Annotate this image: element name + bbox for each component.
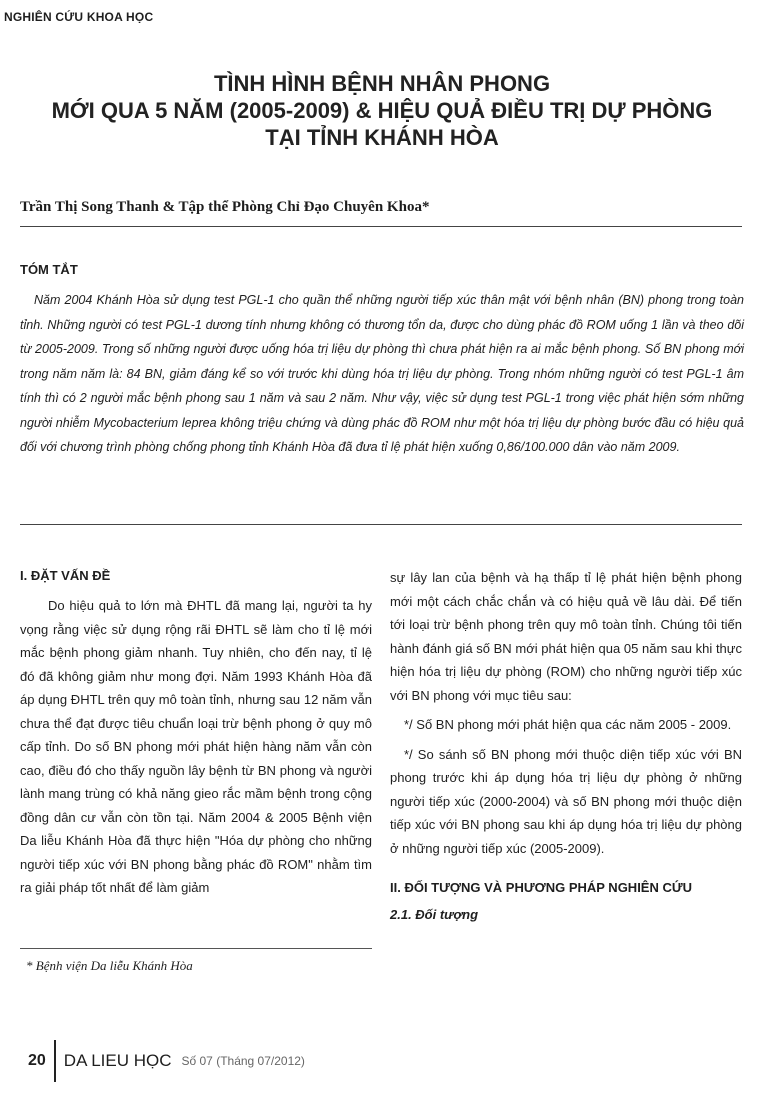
objective-1: */ Số BN phong mới phát hiện qua các năm 2005 - 2009.	[404, 717, 732, 732]
subsection-heading: 2.1. Đối tượng	[390, 907, 479, 922]
issue-info: Số 07 (Tháng 07/2012)	[181, 1054, 305, 1068]
authors: Trần Thị Song Thanh & Tập thể Phòng Chỉ Đạo Chuyên Khoa*	[20, 199, 430, 215]
abstract-heading: TÓM TẮT	[20, 262, 78, 277]
body-paragraph-continued: sự lây lan của bệnh và hạ thấp tỉ lệ phát hiện bệnh phong mới một cách chắc chắn và có hiệu quả về lâu dài. Để tiến tới loại trừ bệnh phong trên quy mô toàn tỉnh. Chúng tôi tiến hành đánh giá số BN mới phát hiện qua 05 năm sau khi thực hiện hóa trị liệu dự phòng (ROM) cho những người tiếp xúc với BN phong với mục tiêu sau:	[390, 570, 742, 703]
objective-2: */ So sánh số BN phong mới thuộc diện tiếp xúc với BN phong trước khi áp dụng hóa trị liệu dự phòng ở những người tiếp xúc (2000-2004) và số BN phong mới thuộc diện tiếp xúc với BN phong sau khi áp dụng hóa trị liệu dự phòng ở những người tiếp xúc (2005-2009).	[390, 746, 742, 856]
abstract-rule	[20, 524, 742, 525]
page-number: 20	[28, 1052, 46, 1069]
footer-divider	[54, 1040, 56, 1082]
abstract-text: Năm 2004 Khánh Hòa sử dụng test PGL-1 cho quần thể những người tiếp xúc thân mật với bệnh nhân (BN) phong trong toàn tỉnh. Những người có test PGL-1 dương tính nhưng không có thương tổn da, được cho dùng phác đồ ROM uống 1 lần và theo dõi từ 2005-2009. Trong số những người được uống hóa trị liệu dự phòng thì chưa phát hiện ra ai mắc bệnh phong. Số BN phong mới trong năm năm là: 84 BN, giảm đáng kể so với trước khi dùng hóa trị liệu dự phòng. Trong nhóm những người có test PGL-1 âm tính thì có 2 người mắc bệnh phong sau 1 năm và sau 2 năm. Như vậy, việc sử dụng test PGL-1 trong việc phát hiện sớm những người nhiễm Mycobacterium leprea không triệu chứng và dùng phác đồ ROM như một hóa trị liệu dự phòng bước đầu có hiệu quả đối với chương trình phòng chống phong tỉnh Khánh Hòa đã đưa tỉ lệ phát hiện xuống 0,86/100.000 dân vào năm 2009.	[20, 293, 744, 454]
section-2-heading: II. ĐỐI TƯỢNG VÀ PHƯƠNG PHÁP NGHIÊN CỨU	[390, 880, 693, 895]
footnote-separator	[20, 948, 372, 949]
right-column	[390, 566, 742, 928]
title-line-1: TÌNH HÌNH BỆNH NHÂN PHONG	[213, 71, 551, 96]
body-paragraph: Do hiệu quả to lớn mà ĐHTL đã mang lại, người ta hy vọng rằng việc sử dụng rộng rãi ĐHTL sẽ làm cho tỉ lệ mới mắc bệnh phong giảm nhanh. Tuy nhiên, cho đến nay, tỉ lệ đó đã không giảm như mong đợi. Năm 1993 Khánh Hòa đã áp dụng ĐHTL trên quy mô toàn tỉnh, nhưng sau 12 năm vẫn chưa thể đạt được tiêu chuẩn loại trừ bệnh phong ở quy mô cấp tỉnh. Do số BN phong mới phát hiện hàng năm vẫn còn cao, điều đó cho thấy nguồn lây bệnh từ BN phong và người lành mang trùng có khả năng gieo rắc mầm bệnh trong cộng đồng dân cư vẫn còn tồn tại. Năm 2004 & 2005 Bệnh viện Da liễu Khánh Hòa đã thực hiện "Hóa dự phòng cho những người tiếp xúc với BN phong bằng phác đồ ROM" nhằm tìm ra giải pháp tốt nhất để làm giảm	[20, 598, 372, 895]
page-footer	[28, 1046, 305, 1076]
title-line-3: TẠI TỈNH KHÁNH HÒA	[265, 125, 499, 150]
author-rule	[20, 226, 742, 227]
journal-name: DA LIEU HỌC	[63, 1051, 172, 1070]
title-line-2: MỚI QUA 5 NĂM (2005-2009) & HIỆU QUẢ ĐIỀU TRỊ DỰ PHÒNG	[51, 98, 713, 123]
section-1-heading: I. ĐẶT VẤN ĐỀ	[20, 568, 111, 583]
left-column	[20, 566, 372, 900]
article-title	[0, 70, 764, 151]
footnote: * Bệnh viện Da liễu Khánh Hòa	[26, 958, 193, 973]
section-tag: NGHIÊN CỨU KHOA HỌC	[4, 10, 154, 24]
